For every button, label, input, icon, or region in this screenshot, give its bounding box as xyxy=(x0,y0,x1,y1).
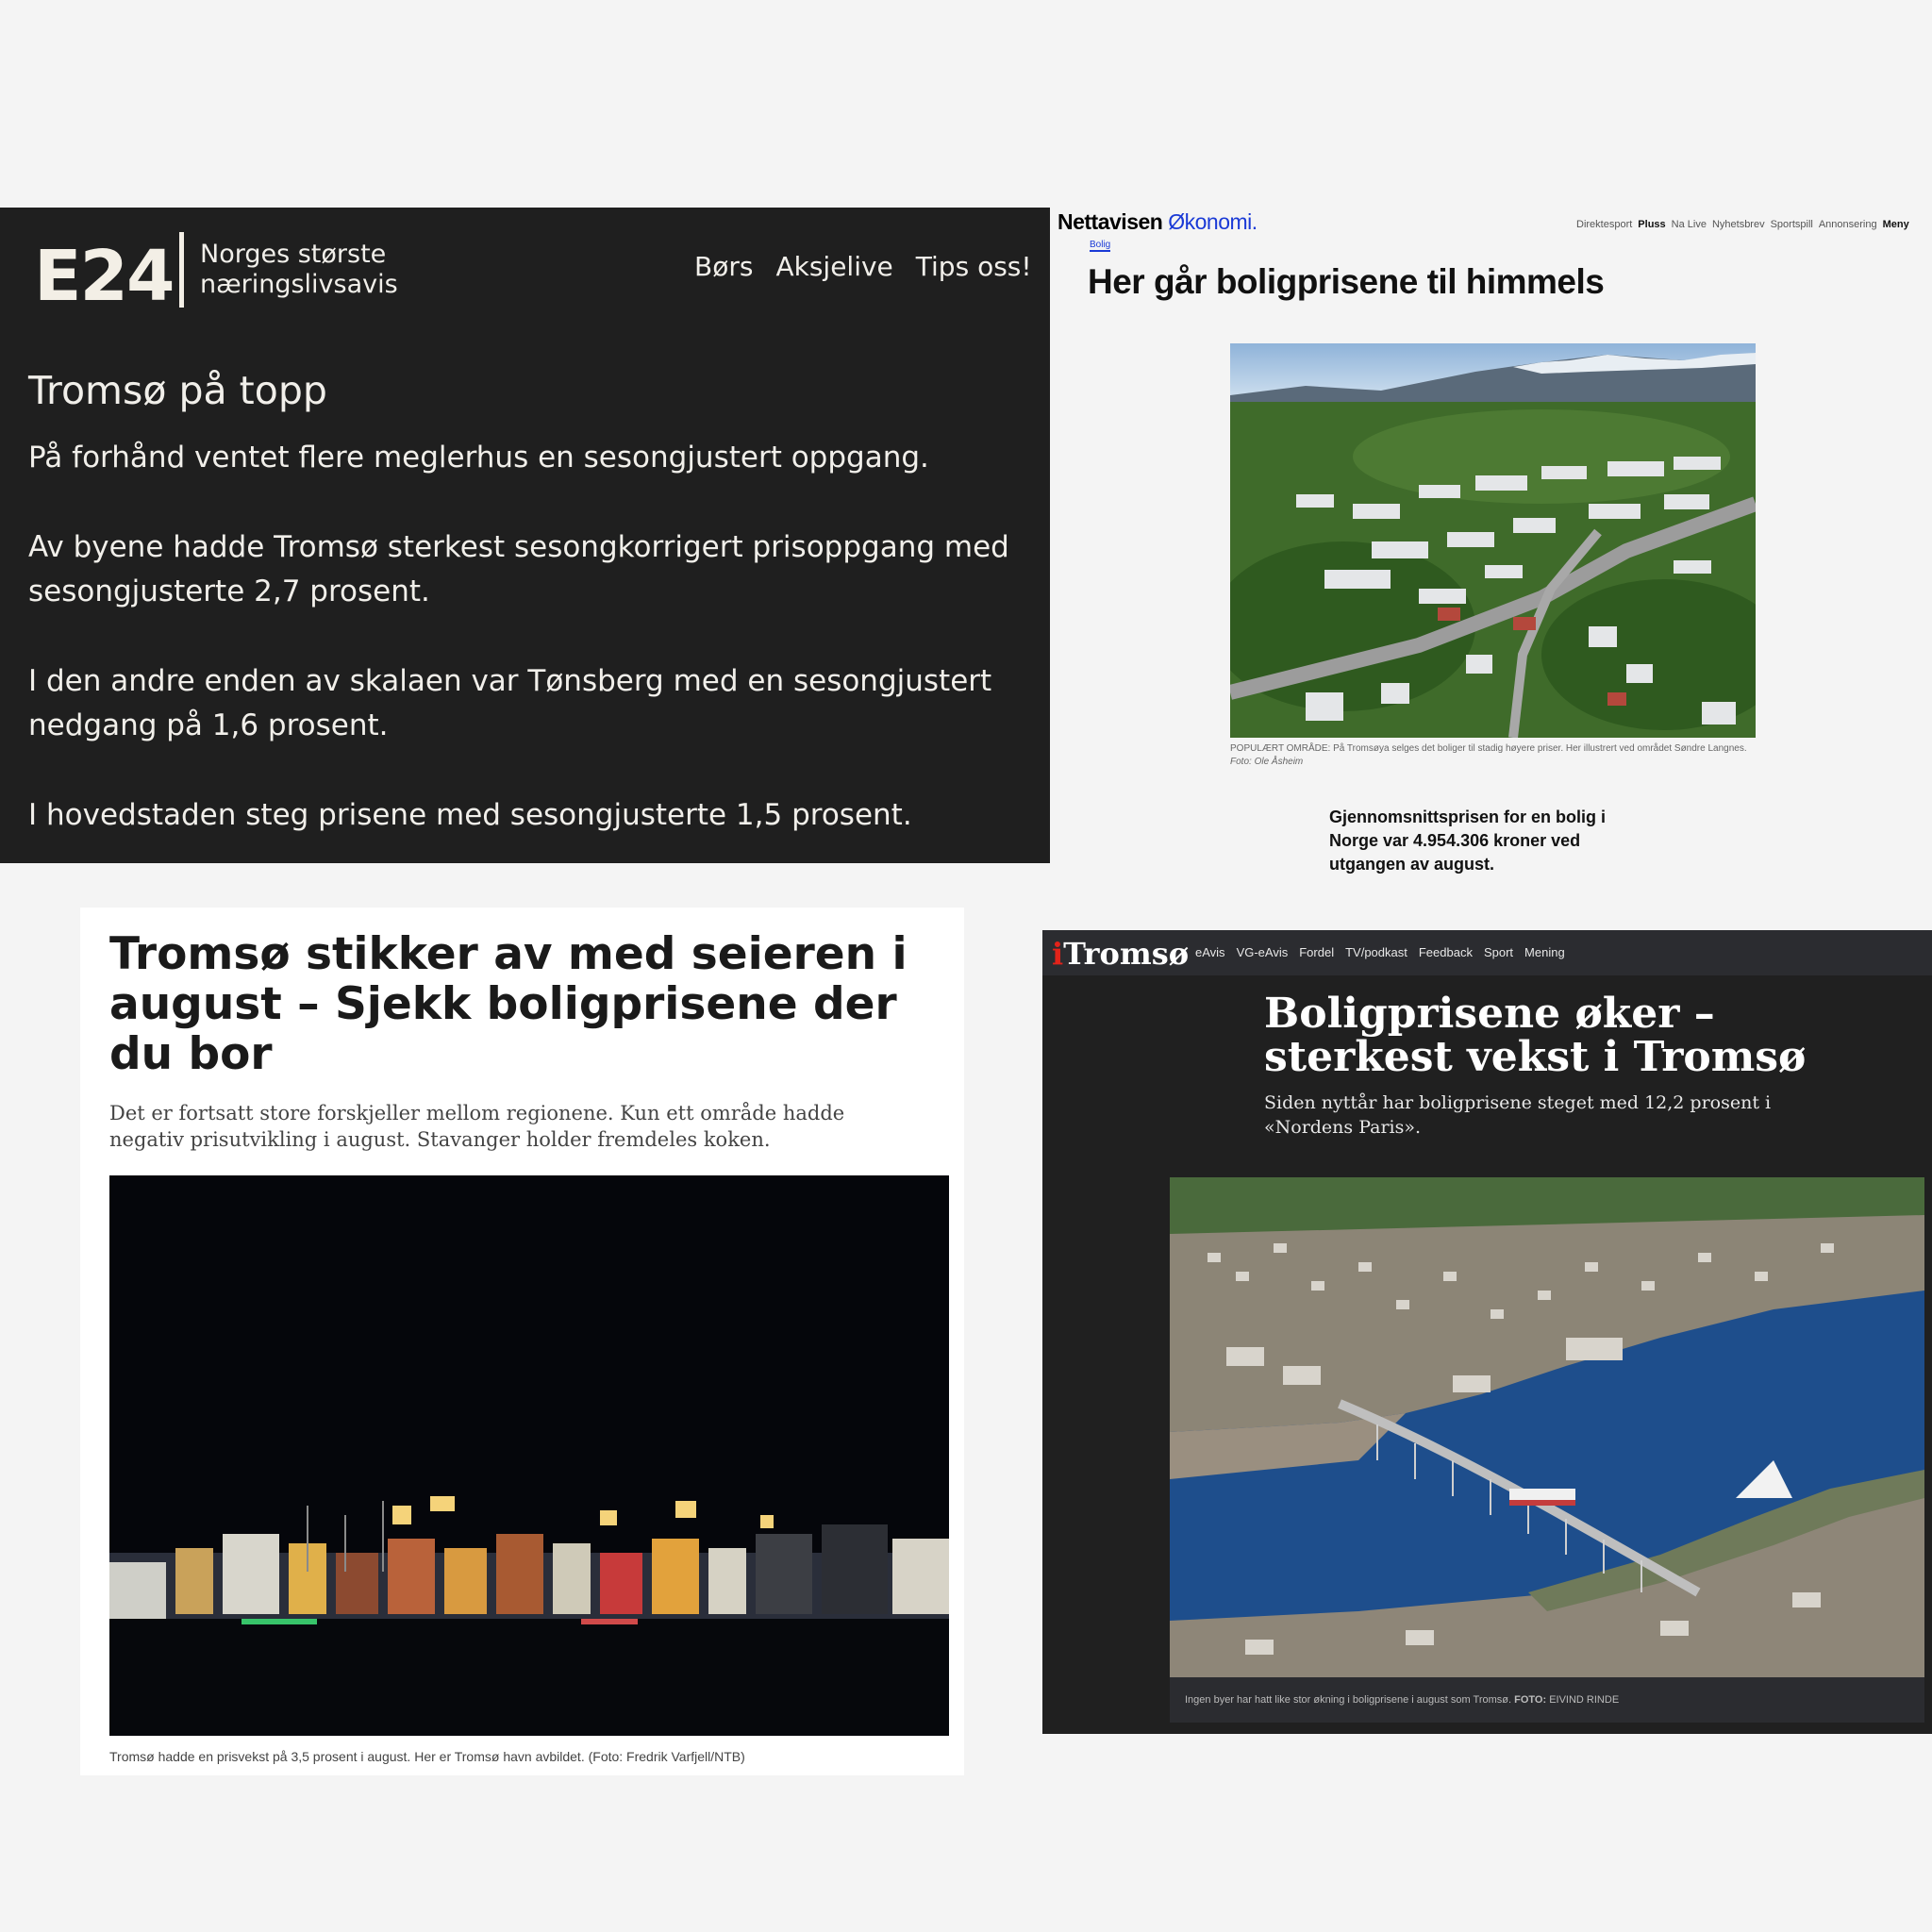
nav-meny[interactable]: Meny xyxy=(1882,219,1909,230)
nav-nyhetsbrev[interactable]: Nyhetsbrev xyxy=(1711,219,1765,230)
nettavisen-topnav xyxy=(1576,219,1909,230)
itromso-headline: Boligprisene øker – sterkest vekst i Tromsø xyxy=(1264,990,1807,1081)
nettavisen-panel xyxy=(1050,208,1932,887)
nav-tips-oss[interactable]: Tips oss! xyxy=(915,251,1032,282)
caption-text: POPULÆRT OMRÅDE: På Tromsøya selges det boliger til stadig høyere priser. Her illustrert ved området Søndre Langnes. xyxy=(1230,743,1747,754)
nettavisen-headline: Her går boligprisene til himmels xyxy=(1088,262,1605,301)
itromso-lead: Siden nyttår har boligprisene steget med 12,2 prosent i «Nordens Paris». xyxy=(1264,1092,1772,1138)
nav-aksjelive[interactable]: Aksjelive xyxy=(775,251,893,282)
caption-credit: Foto: Ole Åsheim xyxy=(1230,757,1304,767)
nettavisen-logo[interactable] xyxy=(1058,209,1257,235)
nav-pluss[interactable]: Pluss xyxy=(1638,219,1666,230)
aerial-neighborhood-image xyxy=(1230,343,1756,738)
nav-feedback[interactable]: Feedback xyxy=(1418,945,1473,959)
e24-panel xyxy=(0,208,1050,863)
e24-nav xyxy=(694,251,1032,282)
aerial-neighborhood-photo xyxy=(1230,343,1756,738)
tromso-aerial-photo xyxy=(1170,1177,1924,1677)
caption-credit: EIVIND RINDE xyxy=(1549,1694,1620,1706)
nav-na-live[interactable]: Na Live xyxy=(1671,219,1707,230)
article-photo-caption: Tromsø hadde en prisvekst på 3,5 prosent i august. Her er Tromsø havn avbildet. (Foto: Fredrik Varfjell/NTB) xyxy=(109,1749,745,1764)
photo-caption xyxy=(1230,742,1796,769)
nav-sport[interactable]: Sport xyxy=(1483,945,1514,959)
brand-main: Nettavisen xyxy=(1058,209,1163,234)
tromso-aerial-image xyxy=(1170,1177,1924,1677)
paragraph: I hovedstaden steg prisene med sesongjusterte 1,5 prosent. xyxy=(28,798,912,832)
category-link[interactable]: Bolig xyxy=(1090,240,1111,250)
nav-sportspill[interactable]: Sportspill xyxy=(1770,219,1813,230)
caption-text: Ingen byer har hatt like stor økning i boligprisene i august som Tromsø. xyxy=(1185,1694,1512,1706)
nav-bors[interactable]: Børs xyxy=(694,251,754,282)
nav-fordel[interactable]: Fordel xyxy=(1299,945,1335,959)
nav-direktesport[interactable]: Direktesport xyxy=(1576,219,1633,230)
article-headline[interactable]: Tromsø stikker av med seieren i august – Sjekk boligprisene der du bor xyxy=(109,928,908,1080)
e24-article-body xyxy=(28,436,1028,883)
itromso-logo[interactable] xyxy=(1052,936,1189,972)
e24-tagline xyxy=(200,240,398,300)
e24-headline: Tromsø på topp xyxy=(28,368,327,413)
paragraph: I den andre enden av skalaen var Tønsberg med en sesongjustert nedgang på 1,6 prosent. xyxy=(28,664,992,742)
logo-name: Tromsø xyxy=(1063,936,1190,972)
brand-section: Økonomi. xyxy=(1168,209,1257,234)
harbor-night-photo xyxy=(109,1175,949,1736)
harbor-night-image xyxy=(109,1175,949,1736)
itromso-photo-caption xyxy=(1170,1677,1924,1723)
tagline-line-2: næringslivsavis xyxy=(200,270,398,299)
tagline-line-1: Norges største xyxy=(200,240,387,269)
itromso-nav xyxy=(1195,945,1565,959)
nav-annonsering[interactable]: Annonsering xyxy=(1818,219,1877,230)
logo-i: i xyxy=(1052,936,1064,972)
itromso-panel xyxy=(1042,930,1932,1734)
nav-vg-eavis[interactable]: VG-eAvis xyxy=(1236,945,1289,959)
nav-tv-podkast[interactable]: TV/podkast xyxy=(1345,945,1407,959)
article-lead: Det er fortsatt store forskjeller mellom regionene. Kun ett område hadde negativ prisutvikling i august. Stavanger holder fremdeles koken. xyxy=(109,1102,845,1151)
nettavisen-lead: Gjennomsnittsprisen for en bolig i Norge var 4.954.306 kroner ved utgangen av august. xyxy=(1329,808,1607,874)
caption-credit-label: FOTO: xyxy=(1514,1694,1547,1706)
paragraph: Av byene hadde Tromsø sterkest sesongkorrigert prisoppgang med sesongjusterte 2,7 prosent. xyxy=(28,530,1009,608)
article-card xyxy=(80,908,964,1775)
logo-divider xyxy=(179,232,184,308)
nav-mening[interactable]: Mening xyxy=(1524,945,1565,959)
nav-eavis[interactable]: eAvis xyxy=(1195,945,1225,959)
e24-logo[interactable]: E24 xyxy=(34,236,174,317)
paragraph: På forhånd ventet flere meglerhus en sesongjustert oppgang. xyxy=(28,441,929,475)
